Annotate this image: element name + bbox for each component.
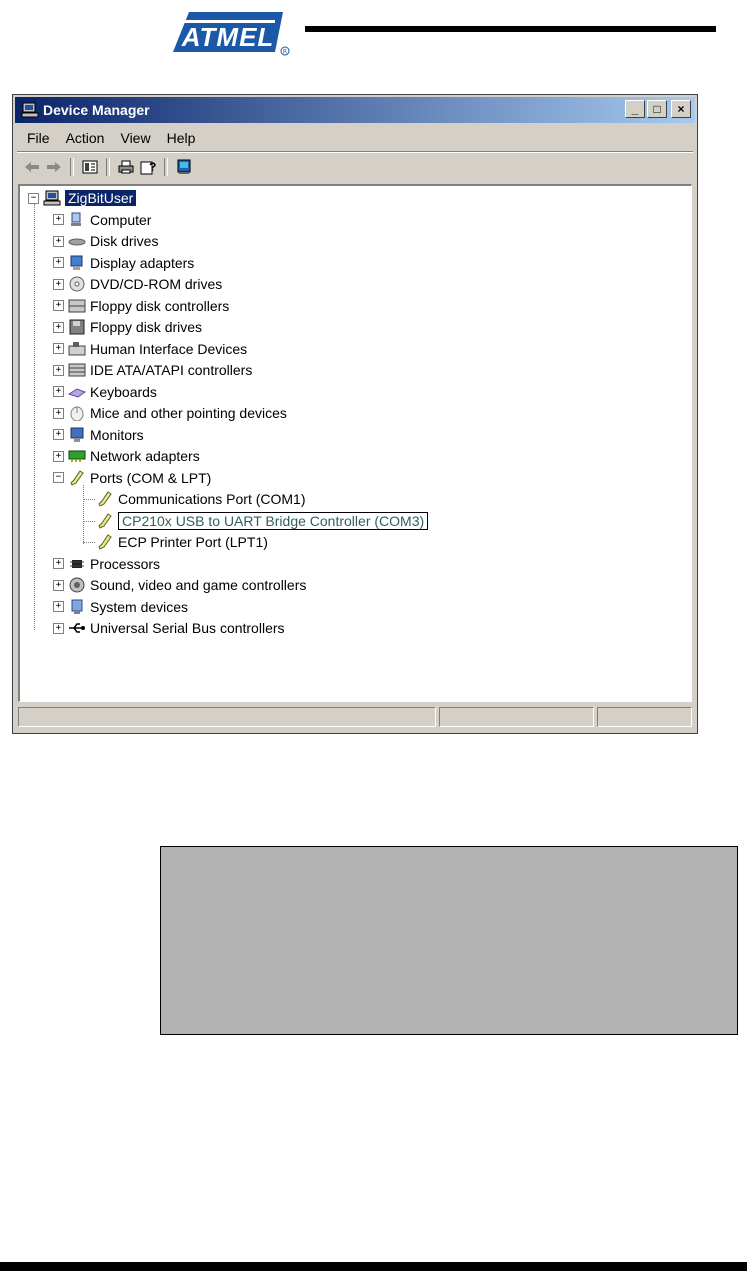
tree-item-network-adapters[interactable]: [53, 446, 200, 466]
window-title: Device Manager: [43, 102, 150, 118]
tree-item-sound-video-and-game-controllers[interactable]: [53, 575, 306, 595]
menu-bar: [19, 127, 203, 149]
toolbar-separator: [164, 158, 168, 176]
minimize-button[interactable]: [625, 100, 645, 118]
device-tree[interactable]: [18, 184, 692, 702]
footer-rule: [0, 1262, 747, 1271]
tree-root[interactable]: [28, 188, 136, 208]
expand-icon[interactable]: +: [53, 365, 64, 376]
usb-icon: [68, 620, 86, 636]
cdrom-icon: [68, 276, 86, 292]
expand-icon[interactable]: +: [53, 408, 64, 419]
mouse-icon: [68, 405, 86, 421]
system-device-icon: [68, 599, 86, 615]
tree-item-dvd-cd-rom-drives[interactable]: [53, 274, 222, 294]
tree-item-keyboards[interactable]: [53, 382, 157, 402]
toolbar-separator: [106, 158, 110, 176]
tree-item-label: System devices: [90, 598, 189, 615]
back-arrow-icon: [24, 161, 40, 173]
tree-item-system-devices[interactable]: [53, 597, 188, 617]
svg-text:R: R: [282, 48, 288, 56]
ide-controller-icon: [68, 362, 86, 378]
monitor-icon: [68, 427, 86, 443]
tree-item-label: Human Interface Devices: [90, 340, 248, 357]
properties-button[interactable]: [79, 157, 101, 177]
tree-connector: [34, 204, 35, 630]
expand-icon[interactable]: +: [53, 214, 64, 225]
collapse-icon[interactable]: −: [53, 472, 64, 483]
print-icon: [118, 160, 134, 174]
properties-icon: [82, 160, 98, 174]
forward-button[interactable]: [43, 157, 65, 177]
maximize-icon: □: [653, 102, 661, 116]
expand-icon[interactable]: +: [53, 558, 64, 569]
expand-icon[interactable]: +: [53, 429, 64, 440]
tree-subitem-communications-port-com1[interactable]: [96, 489, 306, 509]
tree-item-universal-serial-bus-controllers[interactable]: [53, 618, 285, 638]
port-icon: [68, 470, 86, 486]
expand-icon[interactable]: +: [53, 343, 64, 354]
menu-help[interactable]: Help: [166, 130, 196, 146]
close-icon: ×: [677, 102, 685, 116]
svg-text:?: ?: [149, 160, 156, 174]
status-pane-main: [18, 707, 436, 727]
tree-item-mice-and-other-pointing-devices[interactable]: [53, 403, 287, 423]
port-icon: [96, 534, 114, 550]
expand-icon[interactable]: +: [53, 300, 64, 311]
floppy-drive-icon: [68, 319, 86, 335]
tree-item-label: Ports (COM & LPT): [90, 469, 212, 486]
help-button[interactable]: [137, 157, 159, 177]
tree-item-label: Floppy disk controllers: [90, 297, 230, 314]
expand-icon[interactable]: +: [53, 451, 64, 462]
help-icon: [140, 159, 156, 175]
port-icon: [96, 513, 114, 529]
tree-item-display-adapters[interactable]: [53, 253, 194, 273]
tree-subitem-ecp-printer-port-lpt1[interactable]: [96, 532, 268, 552]
expand-icon[interactable]: +: [53, 601, 64, 612]
update-driver-button[interactable]: [173, 157, 195, 177]
status-pane-middle: [439, 707, 594, 727]
disk-drive-icon: [68, 233, 86, 249]
menu-view[interactable]: View: [120, 130, 151, 146]
back-button[interactable]: [21, 157, 43, 177]
minimize-icon: _: [631, 102, 639, 116]
svg-text:ATMEL: ATMEL: [181, 22, 275, 52]
close-button[interactable]: [671, 100, 691, 118]
status-pane-right: [597, 707, 692, 727]
menu-action[interactable]: Action: [65, 130, 105, 146]
network-adapter-icon: [68, 448, 86, 464]
tree-item-monitors[interactable]: [53, 425, 144, 445]
tree-item-label: Processors: [90, 555, 161, 572]
device-manager-window: [12, 94, 698, 734]
menu-separator: [17, 151, 693, 153]
keyboard-icon: [68, 384, 86, 400]
tree-item-ide-ata-atapi-controllers[interactable]: [53, 360, 252, 380]
print-button[interactable]: [115, 157, 137, 177]
tree-item-label: IDE ATA/ATAPI controllers: [90, 362, 253, 378]
tree-subitem-label: ECP Printer Port (LPT1): [118, 534, 268, 550]
status-bar: [18, 707, 692, 727]
tree-item-ports-com-lpt[interactable]: [53, 468, 211, 488]
tree-root-label: ZigBitUser: [65, 190, 136, 206]
atmel-logo: [165, 4, 291, 56]
header-rule: [305, 26, 716, 32]
processor-icon: [68, 556, 86, 572]
expand-icon[interactable]: +: [53, 236, 64, 247]
tree-item-floppy-disk-drives[interactable]: [53, 317, 202, 337]
device-manager-icon: [21, 102, 39, 118]
floppy-controller-icon: [68, 298, 86, 314]
tree-connector: [83, 521, 95, 522]
tree-item-label: Display adapters: [90, 254, 195, 271]
tree-item-label: Network adapters: [90, 448, 200, 464]
computer-icon: [68, 212, 86, 228]
tree-subitem-cp210x-usb-to-uart-bridge-controller-com3[interactable]: [96, 511, 428, 531]
expand-icon[interactable]: +: [53, 279, 64, 290]
tree-connector: [83, 485, 84, 544]
expand-icon[interactable]: +: [53, 257, 64, 268]
tree-item-label: Sound, video and game controllers: [90, 577, 307, 593]
root-computer-icon: [43, 190, 61, 206]
tree-item-label: Monitors: [90, 426, 144, 443]
tree-item-label: Keyboards: [90, 383, 157, 400]
tree-item-computer[interactable]: [53, 210, 151, 230]
expand-icon[interactable]: +: [53, 623, 64, 634]
tree-subitem-label: CP210x USB to UART Bridge Controller (COM3): [118, 512, 428, 530]
expand-icon[interactable]: +: [53, 580, 64, 591]
tree-item-label: Floppy disk drives: [90, 319, 203, 335]
note-box: [160, 846, 738, 1035]
update-driver-icon: [176, 159, 192, 175]
forward-arrow-icon: [46, 161, 62, 173]
toolbar: [21, 155, 195, 179]
collapse-icon[interactable]: −: [28, 193, 39, 204]
tree-item-label: Mice and other pointing devices: [90, 405, 287, 421]
tree-item-label: Disk drives: [90, 233, 159, 249]
tree-item-label: Universal Serial Bus controllers: [90, 620, 285, 636]
display-adapter-icon: [68, 255, 86, 271]
sound-icon: [68, 577, 86, 593]
menu-file[interactable]: File: [27, 130, 50, 146]
expand-icon[interactable]: +: [53, 386, 64, 397]
title-bar[interactable]: [15, 97, 695, 123]
tree-item-label: Computer: [90, 211, 152, 228]
tree-connector: [83, 542, 95, 543]
tree-item-floppy-disk-controllers[interactable]: [53, 296, 229, 316]
expand-icon[interactable]: +: [53, 322, 64, 333]
tree-item-disk-drives[interactable]: [53, 231, 158, 251]
toolbar-separator: [70, 158, 74, 176]
tree-subitem-label: Communications Port (COM1): [118, 491, 306, 507]
hid-icon: [68, 341, 86, 357]
maximize-button[interactable]: [647, 100, 667, 118]
tree-item-processors[interactable]: [53, 554, 160, 574]
tree-item-label: DVD/CD-ROM drives: [90, 276, 223, 292]
tree-connector: [83, 499, 95, 500]
tree-item-human-interface-devices[interactable]: [53, 339, 247, 359]
port-icon: [96, 491, 114, 507]
